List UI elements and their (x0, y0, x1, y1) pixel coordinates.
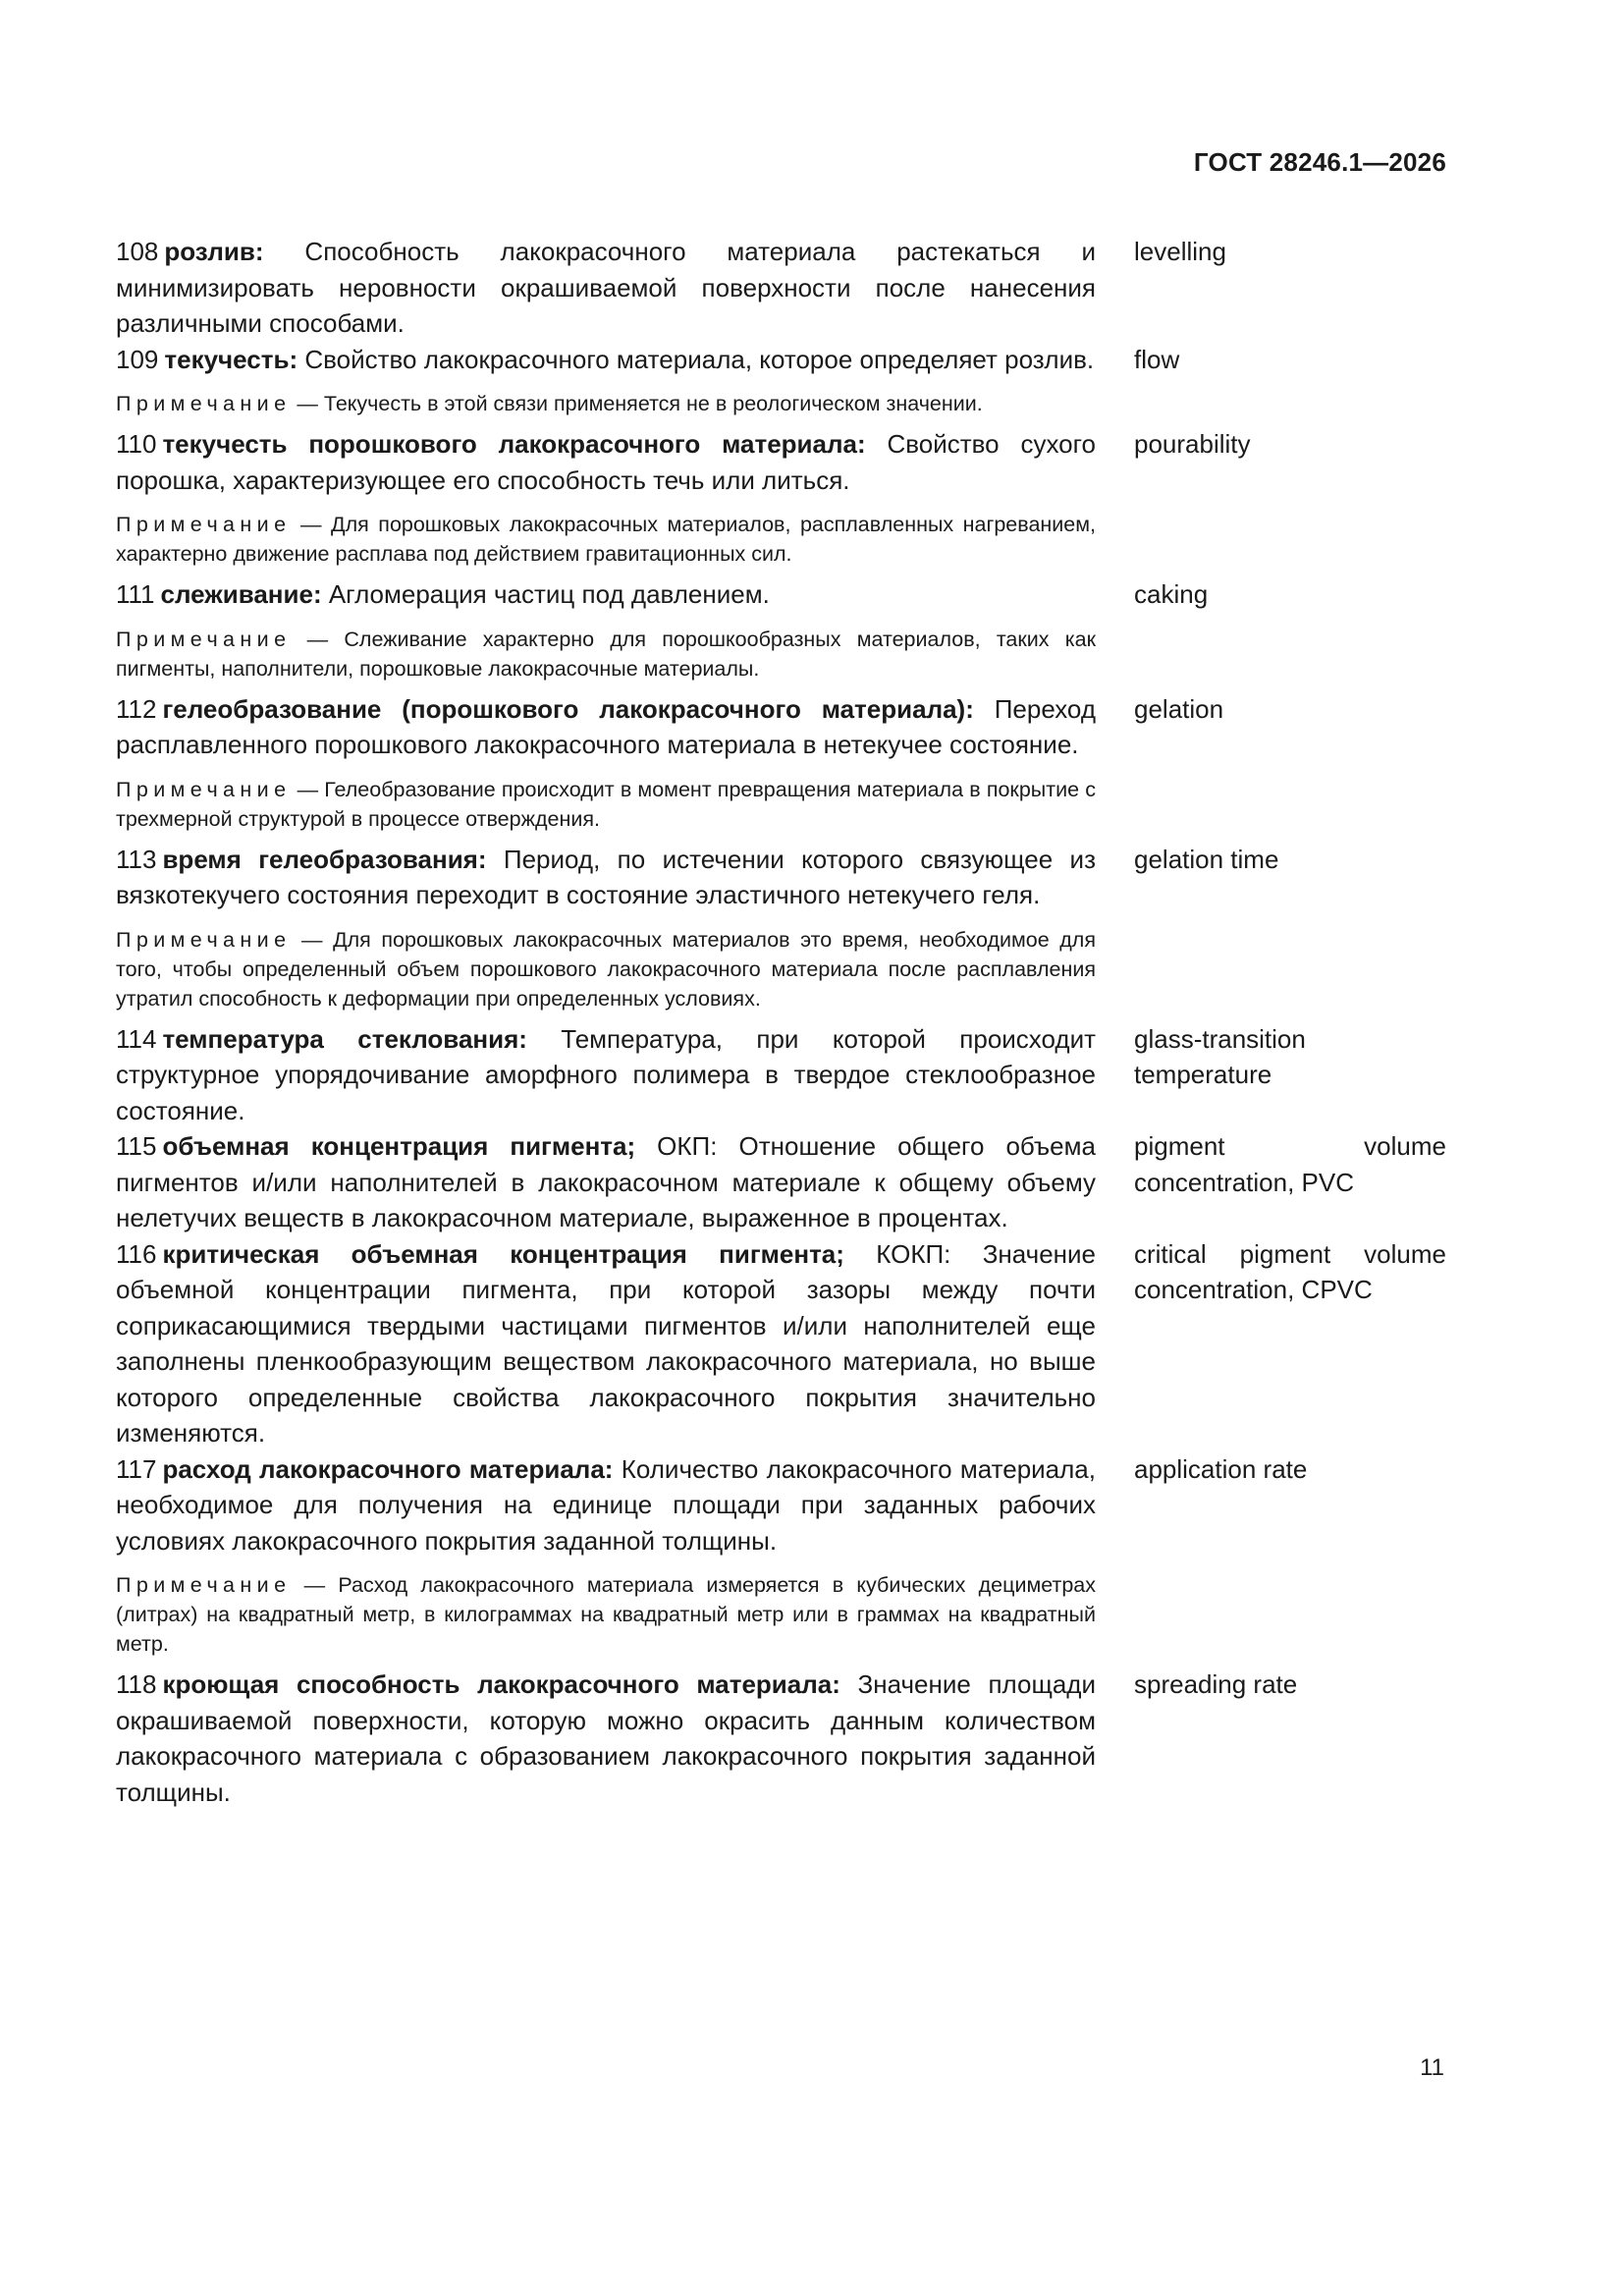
term-definition (116, 1236, 1096, 1451)
note-text: — Гелеобразование происходит в момент превращения материала в покрытие с трехмерной структурой в процессе отверждения. (116, 777, 1096, 831)
english-equivalent: glass-transition temperature (1134, 1023, 1306, 1089)
term-entry-112 (116, 691, 1446, 763)
term-name: кроющая способность лакокрасочного материала: (162, 1669, 840, 1699)
term-definition (116, 576, 1096, 613)
note-text: — Слеживание характерно для порошкообразных материалов, таких как пигменты, наполнители, порошковые лакокрасочные материалы. (116, 627, 1096, 681)
term-name: гелеобразование (порошкового лакокрасочного материала): (162, 693, 974, 724)
term-definition (116, 234, 1096, 342)
page-number: 11 (1420, 2054, 1444, 2081)
note-text: — Для порошковых лакокрасочных материалов, расплавленных нагреванием, характерно движение расплава под действием гравитационных сил. (116, 513, 1096, 566)
english-equivalent: levelling (1134, 237, 1226, 266)
definition-text: Переход расплавленного порошкового лакокрасочного материала в нетекучее состояние. (116, 693, 1096, 759)
term-entry-111 (116, 576, 1446, 613)
term-entry-110 (116, 426, 1446, 498)
definition-text: Температура, при которой происходит структурное упорядочивание аморфного полимера в твердое стеклообразное состояние. (116, 1023, 1096, 1125)
term-entry-108 (116, 234, 1446, 342)
english-equivalent: flow (1134, 344, 1180, 374)
note-label: Примечание (116, 513, 292, 536)
english-equivalent: spreading rate (1134, 1669, 1298, 1699)
term-name: розлив: (164, 237, 264, 266)
english-equivalent: caking (1134, 579, 1209, 609)
term-definition (116, 1128, 1096, 1236)
term-definition (116, 1667, 1096, 1810)
english-equivalent: gelation time (1134, 844, 1279, 874)
term-entry-118 (116, 1667, 1446, 1810)
note-label: Примечание (116, 777, 292, 801)
definition-text: Количество лакокрасочного материала, необходимое для получения на единице площади при заданных рабочих условиях лакокрасочного покрытия заданной толщины. (116, 1453, 1096, 1556)
english-equivalent: gelation (1134, 693, 1224, 724)
english-equivalent: pourability (1134, 429, 1251, 459)
term-name: объемная концентрация пигмента; (162, 1131, 636, 1161)
term-definition (116, 1021, 1096, 1129)
term-note (116, 925, 1096, 1013)
english-equivalent: critical pigment volume concentration, CPVC (1134, 1238, 1446, 1304)
term-name: расход лакокрасочного материала: (162, 1453, 614, 1484)
term-number: 118 (116, 1669, 157, 1699)
term-number: 114 (116, 1023, 157, 1054)
term-entry-116 (116, 1236, 1446, 1451)
term-number: 115 (116, 1131, 157, 1161)
note-label: Примечание (116, 627, 292, 651)
term-name: текучесть: (164, 344, 298, 374)
term-number: 111 (116, 579, 155, 609)
definition-text: Агломерация частиц под давлением. (321, 579, 770, 609)
note-label: Примечание (116, 392, 292, 415)
definition-text: Свойство сухого порошка, характеризующее его способность течь или литься. (116, 429, 1096, 495)
english-equivalent: application rate (1134, 1453, 1308, 1484)
term-number: 110 (116, 429, 157, 459)
note-text: — Текучесть в этой связи применяется не в реологическом значении. (291, 392, 983, 415)
term-entry-115 (116, 1128, 1446, 1236)
term-definition (116, 426, 1096, 498)
term-definition (116, 842, 1096, 913)
note-label: Примечание (116, 927, 292, 952)
term-name: текучесть порошкового лакокрасочного материала: (162, 429, 866, 459)
definition-text: ОКП: Отношение общего объема пигментов и/или наполнителей в лакокрасочном материале к общему объему нелетучих веществ в лакокрасочном материале, выраженное в процентах. (116, 1131, 1096, 1232)
term-name: критическая объемная концентрация пигмента; (162, 1238, 844, 1269)
note-text: — Для порошковых лакокрасочных материалов это время, необходимое для того, чтобы определенный объем порошкового лакокрасочного материала после расплавления утратил способность к деформации при определенных условиях. (116, 927, 1096, 1011)
term-name: температура стеклования: (162, 1023, 527, 1054)
term-definition (116, 1451, 1096, 1559)
standard-code-header: ГОСТ 28246.1—2026 (1193, 147, 1446, 177)
definition-text: КОКП: Значение объемной концентрации пигмента, при которой зазоры между почти соприкасающимися твердыми частицами пигментов и/или наполнителей еще заполнены пленкообразующим веществом лакокрасочного материала, но выше которого определенные свойства лакокрасочного покрытия значительно изменяются. (116, 1238, 1096, 1448)
term-note (116, 1570, 1096, 1659)
term-definition (116, 342, 1096, 378)
note-text: — Расход лакокрасочного материала измеряется в кубических дециметрах (литрах) на квадратный метр, в килограммах на квадратный метр или в граммах на квадратный метр. (116, 1573, 1096, 1656)
term-note (116, 775, 1096, 834)
term-entry-117 (116, 1451, 1446, 1559)
term-number: 109 (116, 344, 159, 374)
term-entry-114 (116, 1021, 1446, 1129)
term-note (116, 625, 1096, 683)
term-number: 113 (116, 844, 157, 874)
definition-text: Период, по истечении которого связующее из вязкотекучего состояния переходит в состояние эластичного нетекучего геля. (116, 844, 1096, 909)
term-name: слеживание: (160, 579, 322, 609)
term-entry-113 (116, 842, 1446, 913)
terms-list (116, 234, 1446, 1810)
term-number: 112 (116, 693, 157, 724)
term-note (116, 510, 1096, 569)
term-note (116, 389, 1096, 418)
term-definition (116, 691, 1096, 763)
term-entry-109 (116, 342, 1446, 378)
term-number: 108 (116, 237, 159, 266)
term-number: 117 (116, 1453, 157, 1484)
english-equivalent: pigment volume concentration, PVC (1134, 1131, 1446, 1197)
definition-text: Свойство лакокрасочного материала, которое определяет розлив. (298, 344, 1095, 374)
note-label: Примечание (116, 1573, 292, 1597)
definition-text: Способность лакокрасочного материала растекаться и минимизировать неровности окрашиваемой поверхности после нанесения различными способами. (116, 237, 1096, 338)
definition-text: Значение площади окрашиваемой поверхности, которую можно окрасить данным количеством лакокрасочного материала с образованием лакокрасочного покрытия заданной толщины. (116, 1669, 1096, 1807)
term-name: время гелеобразования: (162, 844, 487, 874)
term-number: 116 (116, 1238, 157, 1269)
